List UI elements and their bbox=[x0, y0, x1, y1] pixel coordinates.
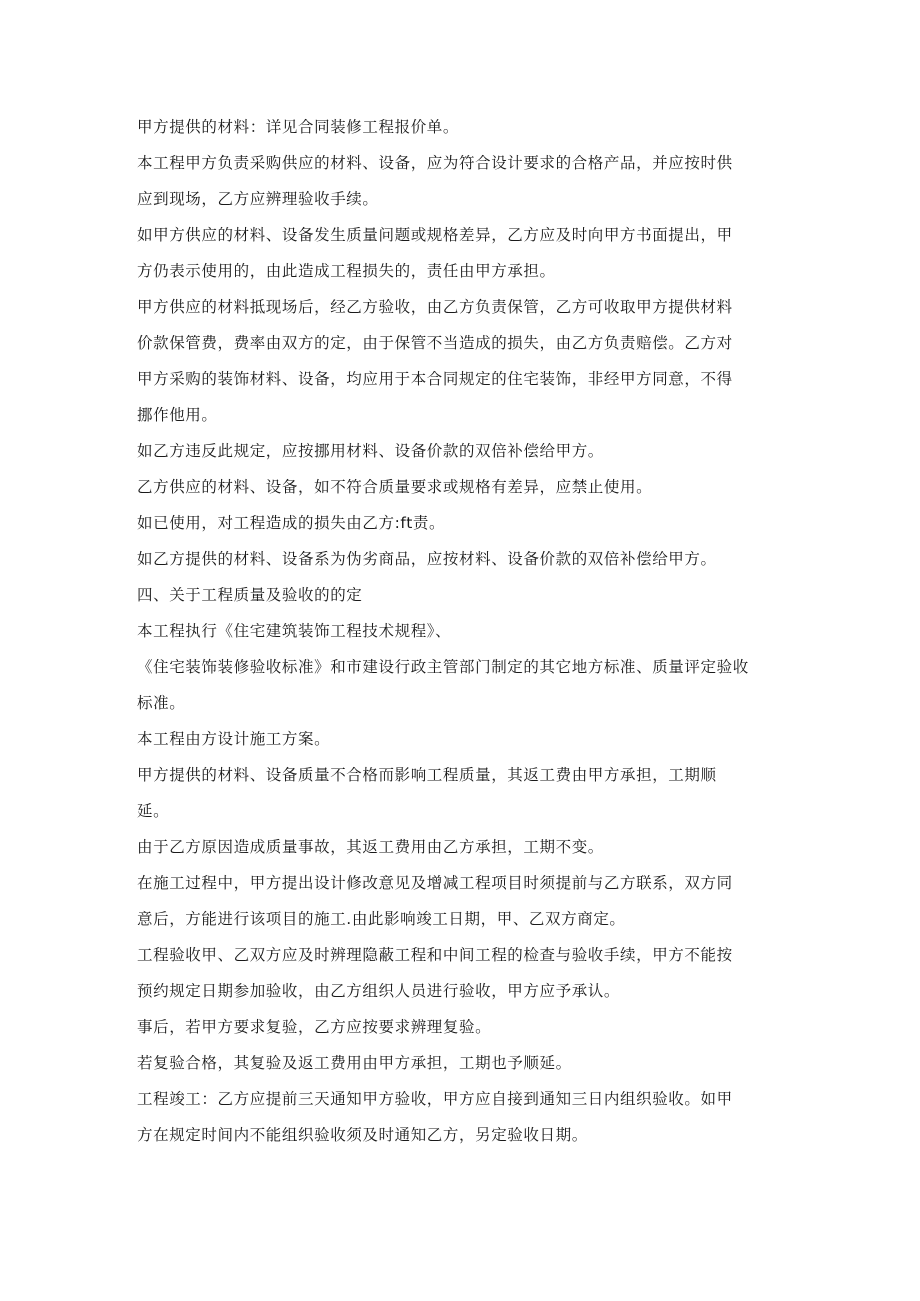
text-line: 挪作他用。 bbox=[137, 406, 218, 424]
text-line: 甲方采购的装饰材料、设备，均应用于本合同规定的住宅装饰，非经甲方同意，不得 bbox=[137, 370, 733, 388]
text-line: 标准。 bbox=[137, 694, 186, 712]
text-line: 甲方供应的材料抵现场后，经乙方验收，由乙方负责保管，乙方可收取甲方提供材料 bbox=[137, 298, 733, 316]
document-body bbox=[137, 113, 787, 1157]
text-line: 延。 bbox=[137, 802, 170, 820]
text-line: 方仍表示使用的，由此造成工程损失的，责任由甲方承担。 bbox=[137, 262, 556, 280]
text-line: 价款保管费，费率由双方的定，由于保管不当造成的损失，由乙方负责赔偿。乙方对 bbox=[137, 334, 733, 352]
text-line: 预约规定日期参加验收，由乙方组织人员进行验收，甲方应予承认。 bbox=[137, 982, 621, 1000]
text-line: 应到现场，乙方应辨理验收手续。 bbox=[137, 190, 379, 208]
text-line: 若复验合格，其复验及返工费用由甲方承担，工期也予顺延。 bbox=[137, 1054, 572, 1072]
text-line: 事后，若甲方要求复验，乙方应按要求辨理复验。 bbox=[137, 1018, 492, 1036]
text-line: 甲方提供的材料：详见合同装修工程报价单。 bbox=[137, 118, 460, 136]
text-line: 工程验收甲、乙双方应及时辨理隐蔽工程和中间工程的检查与验收手续，甲方不能按 bbox=[137, 946, 733, 964]
text-line: 如乙方违反此规定，应按挪用材料、设备价款的双倍补偿给甲方。 bbox=[137, 442, 604, 460]
text-line: 《住宅装饰装修验收标准》和市建设行政主管部门制定的其它地方标准、质量评定验收 bbox=[137, 658, 749, 676]
text-line: 如甲方供应的材料、设备发生质量问题或规格差异，乙方应及时向甲方书面提出，甲 bbox=[137, 226, 733, 244]
text-line: 工程竣工：乙方应提前三天通知甲方验收，甲方应自接到通知三日内组织验收。如甲 bbox=[137, 1090, 733, 1108]
text-line: 本工程由方设计施工方案。 bbox=[137, 730, 331, 748]
text-line: 意后，方能进行该项目的施工.由此影响竣工日期，甲、乙双方商定。 bbox=[137, 910, 626, 928]
section-heading: 四、关于工程质量及验收的的定 bbox=[137, 586, 363, 604]
text-line: 方在规定时间内不能组织验收须及时通知乙方，另定验收日期。 bbox=[137, 1126, 588, 1144]
text-line: 由于乙方原因造成质量事故，其返工费用由乙方承担，工期不变。 bbox=[137, 838, 604, 856]
text-line: 甲方提供的材料、设备质量不合格而影响工程质量，其返工费由甲方承担，工期顺 bbox=[137, 766, 717, 784]
text-line: 在施工过程中，甲方提出设计修改意见及增减工程项目时须提前与乙方联系，双方同 bbox=[137, 874, 733, 892]
text-line: 本工程甲方负责采购供应的材料、设备，应为符合设计要求的合格产品，并应按时供 bbox=[137, 154, 733, 172]
text-line: 如乙方提供的材料、设备系为伪劣商品，应按材料、设备价款的双倍补偿给甲方。 bbox=[137, 550, 717, 568]
text-line: 乙方供应的材料、设备，如不符合质量要求或规格有差异，应禁止使用。 bbox=[137, 478, 653, 496]
text-line: 如已使用，对工程造成的损失由乙方:ft责。 bbox=[137, 514, 446, 532]
text-line: 本工程执行《住宅建筑装饰工程技术规程》、 bbox=[137, 622, 452, 640]
